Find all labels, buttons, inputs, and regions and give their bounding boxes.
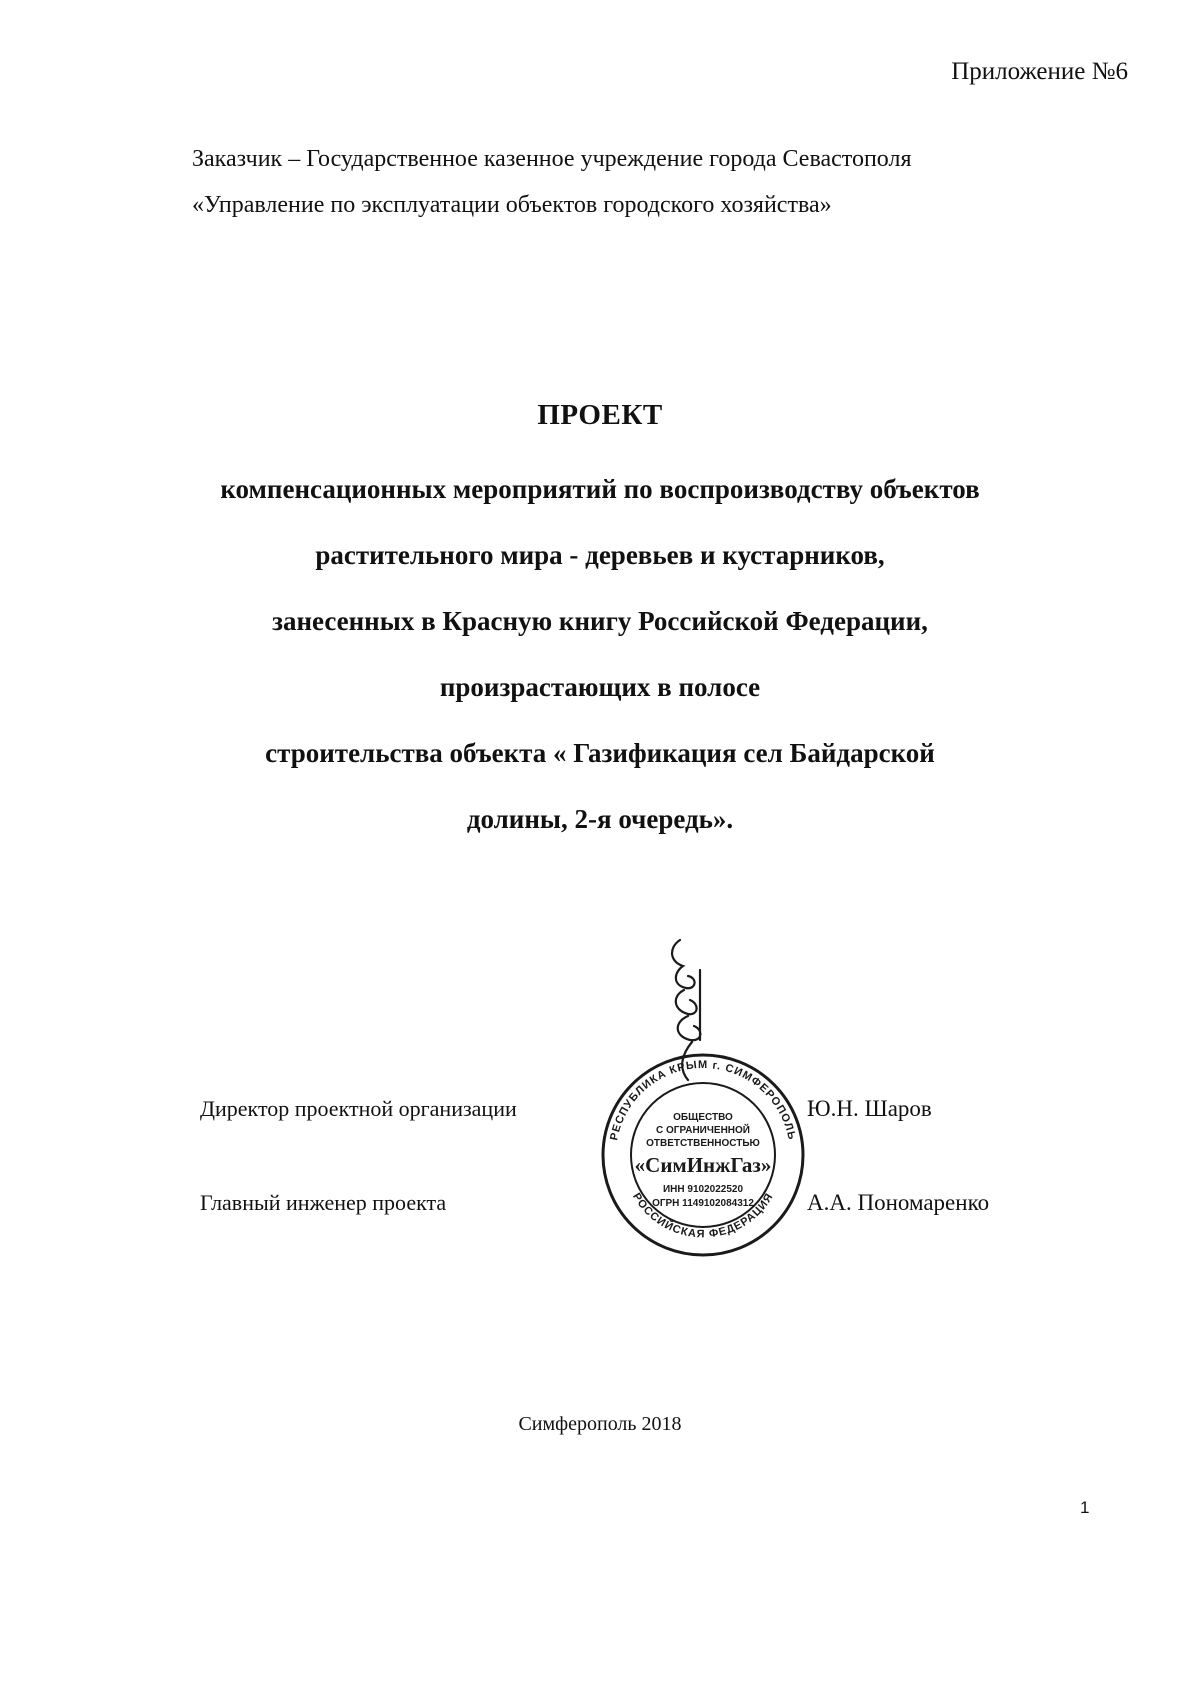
stamp-org-type-1: ОБЩЕСТВО (673, 1112, 733, 1123)
project-title-block (150, 395, 1050, 839)
project-title: ПРОЕКТ (537, 399, 663, 431)
title-line: растительного мира - деревьев и кустарников, (315, 540, 885, 570)
customer-line-1: Заказчик – Государственное казенное учреждение города Севастополя (192, 146, 912, 172)
stamp-ring-bottom: РОССИЙСКАЯ ФЕДЕРАЦИЯ (630, 1190, 776, 1241)
director-label: Директор проектной организации (200, 1096, 517, 1121)
stamp-org-type-2: С ОГРАНИЧЕННОЙ (656, 1125, 750, 1136)
title-line: долины, 2-я очередь». (466, 804, 734, 834)
stamp-ogrn: ОГРН 1149102084312 (652, 1198, 754, 1209)
page-number: 1 (1080, 1498, 1090, 1517)
seal-stamp (588, 930, 818, 1290)
title-line: занесенных в Красную книгу Российской Федерации, (272, 606, 928, 636)
customer-line-2: «Управление по эксплуатации объектов городского хозяйства» (192, 192, 832, 218)
stamp-org-type-3: ОТВЕТСТВЕННОСТЬЮ (646, 1138, 760, 1149)
stamp-ring-top: РЕСПУБЛИКА КРЫМ г. СИМФЕРОПОЛЬ (608, 1058, 798, 1142)
customer-block (192, 136, 912, 228)
director-name: Ю.Н. Шаров (807, 1096, 932, 1121)
engineer-name: А.А. Пономаренко (807, 1190, 990, 1215)
stamp-org-name: «СимИнжГаз» (634, 1153, 772, 1177)
engineer-label: Главный инженер проекта (200, 1190, 447, 1215)
title-line: произрастающих в полосе (439, 672, 761, 702)
title-line: компенсационных мероприятий по воспроизводству объектов (220, 474, 980, 504)
city-year: Симферополь 2018 (518, 1413, 682, 1435)
title-line: строительства объекта « Газификация сел Байдарской (265, 738, 935, 768)
stamp-inn: ИНН 9102022520 (662, 1184, 744, 1195)
annex-number: Приложение №6 (951, 58, 1128, 85)
